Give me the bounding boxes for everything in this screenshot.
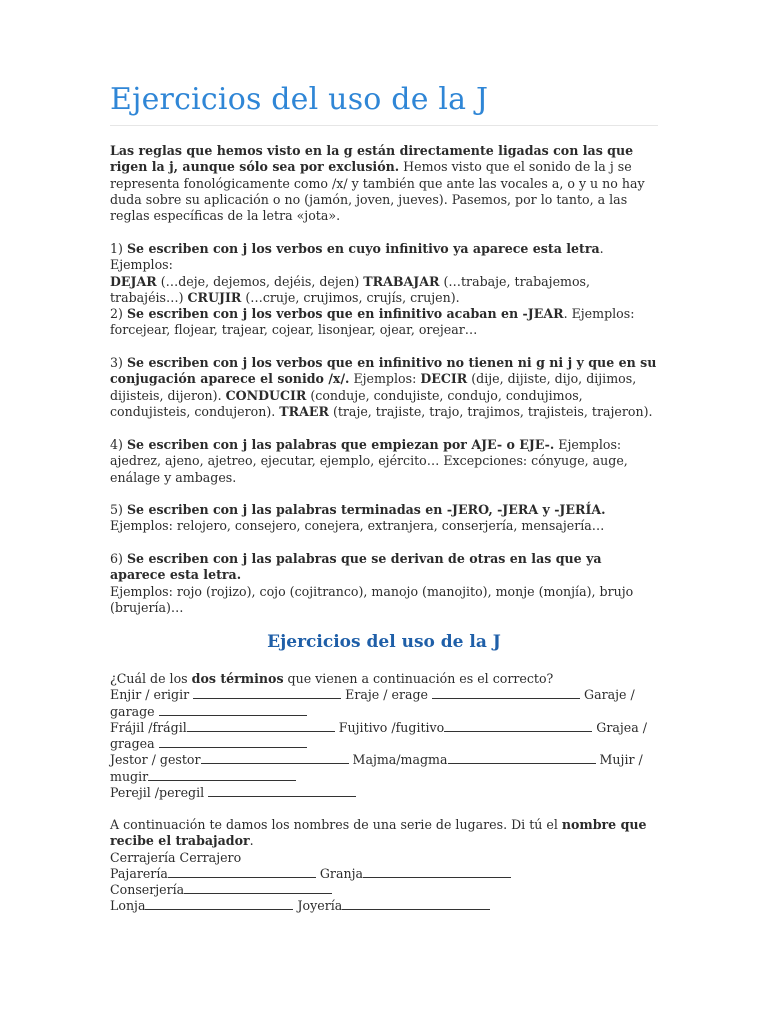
answer-blank[interactable]: [159, 704, 307, 716]
place-name: Conserjería: [110, 882, 185, 898]
answer-blank[interactable]: [187, 720, 335, 732]
rule-5: [110, 502, 658, 535]
exercise-1: [110, 671, 658, 801]
answer-blank[interactable]: [342, 898, 490, 910]
rule-3: [110, 355, 658, 420]
question-bold: nombre que recibe el trabajador: [110, 817, 647, 849]
example-forms: (conduje, condujiste, condujo, condujimos, condujisteis, condujeron).: [110, 387, 583, 419]
question-bold: dos términos: [191, 671, 284, 686]
rule-number: 6): [110, 551, 123, 566]
rule-text: Ejemplos: relojero, consejero, conejera, extranjera, conserjería, mensajería…: [110, 518, 605, 534]
rule-6: [110, 551, 658, 616]
answer-blank[interactable]: [201, 752, 349, 764]
example-verb: DEJAR: [110, 273, 157, 289]
example-verb: CRUJIR: [187, 289, 242, 305]
rule-1: [110, 241, 658, 306]
rule-number: 4): [110, 437, 123, 452]
word-pair: Eraje / erage: [345, 687, 428, 703]
example-verb: CONDUCIR: [225, 387, 307, 403]
place-name: Joyería: [297, 898, 343, 914]
word-pair: Grajea / gragea: [110, 719, 647, 752]
example-forms: (…cruje, crujimos, crujís, crujen).: [241, 289, 460, 305]
example-verb: TRABAJAR: [363, 273, 440, 289]
word-pair: Frájil /frágil: [110, 719, 187, 735]
rule-bold: Se escriben con j los verbos que en infinitivo no tienen ni g ni j y que en su conjugación aparece el sonido /x/.: [110, 355, 657, 387]
rule-bold: Se escriben con j las palabras que se derivan de otras en las que ya aparece esta letra.: [110, 551, 602, 583]
rule-number: 2): [110, 306, 123, 321]
title-divider: [110, 125, 658, 126]
example-forms: (dije, dijiste, dijo, dijimos, dijisteis, dijeron).: [110, 371, 637, 403]
rule-text: Ejemplos: ajedrez, ajeno, ajetreo, ejecutar, ejemplo, ejército… Excepciones: cónyuge, auge, enálage y ambages.: [110, 437, 628, 485]
answer-blank[interactable]: [208, 785, 356, 797]
rule-bold: Se escriben con j las palabras terminadas en -JERO, -JERA y -JERÍA.: [126, 502, 606, 517]
word-pair: Majma/magma: [352, 752, 448, 768]
question-text: que vienen a continuación es el correcto?: [283, 671, 554, 686]
rule-text: . Ejemplos:: [110, 241, 604, 273]
word-pair: Garaje / garage: [110, 687, 635, 719]
example-forms: (…trabaje, trabajemos, trabajéis…): [110, 273, 591, 305]
question-text: ¿Cuál de los: [110, 671, 192, 686]
rule-text: Ejemplos: rojo (rojizo), cojo (cojitranco), manojo (manojito), monje (monjía), brujo (brujería)…: [110, 583, 634, 615]
example-verb: DECIR: [420, 371, 468, 387]
answer-blank[interactable]: [145, 898, 293, 910]
word-pair: Jestor / gestor: [110, 752, 201, 768]
answer-blank[interactable]: [148, 769, 296, 781]
question-text: A continuación te damos los nombres de una serie de lugares. Di tú el: [110, 817, 562, 832]
word-pair: Mujir / mugir: [110, 752, 643, 784]
question-text: .: [249, 833, 254, 849]
answer-blank[interactable]: [444, 720, 592, 732]
rule-bold: Se escriben con j los verbos en cuyo infinitivo ya aparece esta letra: [126, 241, 600, 256]
answer-blank[interactable]: [432, 687, 580, 699]
place-name: Granja: [319, 865, 363, 881]
word-pair: Fujitivo /fugitivo: [338, 719, 445, 735]
rule-number: 1): [110, 241, 123, 256]
rule-4: [110, 437, 658, 486]
word-pair: Perejil /peregil: [110, 785, 205, 801]
rule-number: 5): [110, 502, 123, 517]
rule-bold: Se escriben con j los verbos que en infinitivo acaban en -JEAR: [126, 306, 564, 321]
intro-text: Hemos visto que el sonido de la j se representa fonológicamente como /x/ y también que ante las vocales a, o y u no hay duda sobre su aplicación o no (jamón, joven, jueves). Pasemos, por lo tanto, a las reglas específicas de la letra «jota».: [110, 159, 645, 224]
example-line: Cerrajería Cerrajero: [110, 849, 242, 865]
place-name: Pajarería: [110, 865, 168, 881]
section-subtitle: Ejercicios del uso de la J: [267, 632, 501, 652]
answer-blank[interactable]: [184, 882, 332, 894]
answer-blank[interactable]: [159, 736, 307, 748]
answer-blank[interactable]: [168, 866, 316, 878]
example-forms: (…deje, dejemos, dejéis, dejen): [156, 273, 364, 289]
exercise-2: [110, 817, 658, 915]
rule-text: Ejemplos:: [349, 371, 421, 387]
rule-bold: Se escriben con j las palabras que empiezan por AJE- o EJE-.: [126, 437, 555, 452]
intro-bold: Las reglas que hemos visto en la g están directamente ligadas con las que rigen la j, aunque sólo sea por exclusión.: [110, 143, 634, 175]
page-title: Ejercicios del uso de la J: [110, 82, 489, 117]
answer-blank[interactable]: [363, 866, 511, 878]
word-pair: Enjir / erigir: [110, 687, 190, 703]
rule-text: . Ejemplos: forcejear, flojear, trajear, cojear, lisonjear, ojear, orejear…: [110, 306, 635, 338]
intro-paragraph: [110, 143, 658, 224]
place-name: Lonja: [110, 898, 146, 914]
rule-number: 3): [110, 355, 123, 370]
answer-blank[interactable]: [448, 752, 596, 764]
answer-blank[interactable]: [193, 687, 341, 699]
example-forms: (traje, trajiste, trajo, trajimos, trajisteis, trajeron).: [328, 403, 653, 419]
rule-2: [110, 306, 658, 339]
example-verb: TRAER: [279, 403, 329, 419]
